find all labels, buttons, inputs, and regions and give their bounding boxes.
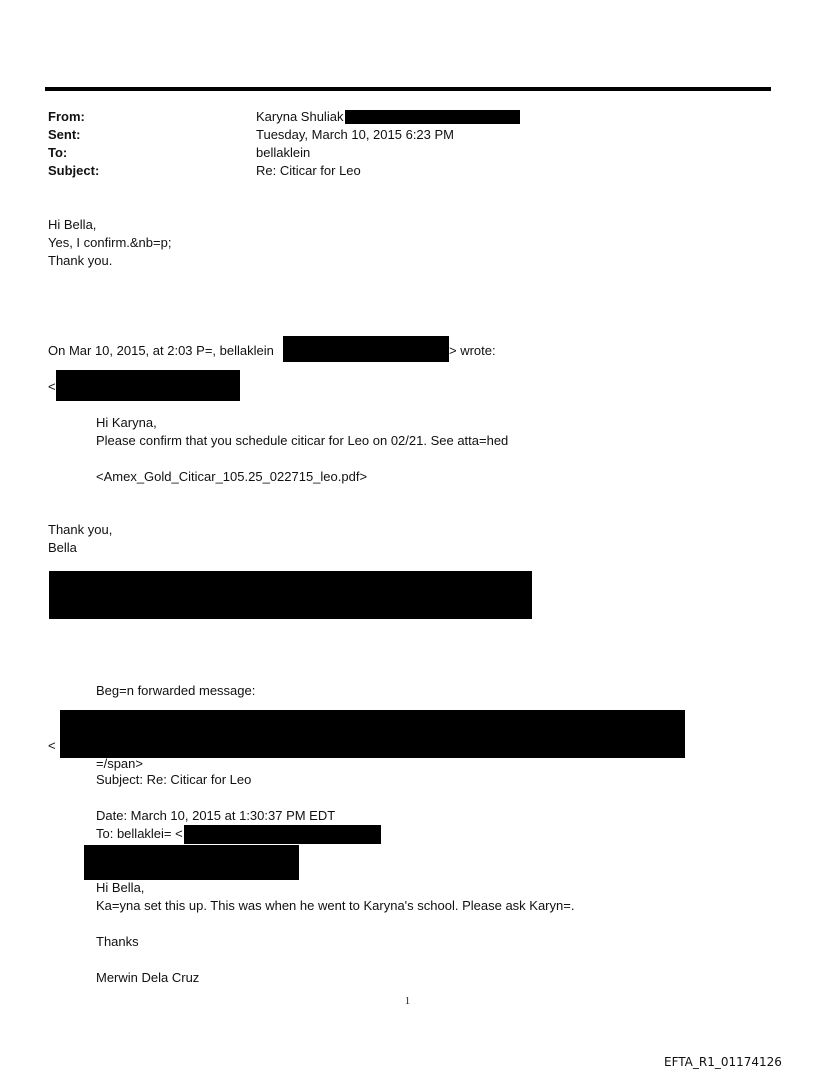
quoted-name: Bella [48,540,77,555]
forwarded-span-close: =/span> [96,756,143,771]
document-id: EFTA_R1_01174126 [664,1055,782,1069]
forwarded-signature: Merwin Dela Cruz [96,970,200,985]
redaction-quoted-address [56,370,240,401]
forwarded-heading: Beg=n forwarded message: [96,683,256,698]
from-label: From: [48,109,85,124]
redaction-forwarded-to [184,825,381,844]
redaction-signature-block [49,571,532,619]
subject-value: Re: Citicar for Leo [256,163,361,178]
quoted-greeting: Hi Karyna, [96,415,157,430]
quoted-intro-suffix: > wrote: [449,343,496,358]
quoted-thanks: Thank you, [48,522,113,537]
forwarded-thanks: Thanks [96,934,139,949]
sent-label: Sent: [48,127,81,142]
redaction-forwarded-from [60,710,685,758]
from-value: Karyna Shuliak [256,109,344,124]
forwarded-date: Date: March 10, 2015 at 1:30:37 PM EDT [96,808,336,823]
sent-value: Tuesday, March 10, 2015 6:23 PM [256,127,454,142]
reply-confirm: Yes, I confirm.&nb=p; [48,235,172,250]
header-rule [45,87,771,91]
forwarded-subject: Subject: Re: Citicar for Leo [96,772,252,787]
reply-thanks: Thank you. [48,253,113,268]
quoted-intro: On Mar 10, 2015, at 2:03 P=, bellaklein [48,343,274,358]
reply-greeting: Hi Bella, [48,217,97,232]
redaction-forwarded-cc [84,845,299,880]
redaction-from-email [345,110,520,124]
attachment-link[interactable]: <Amex_Gold_Citicar_105.25_022715_leo.pdf> [96,469,368,484]
to-label: To: [48,145,68,160]
to-value: bellaklein [256,145,311,160]
quoted-body: Please confirm that you schedule citicar for Leo on 02/21. See atta=hed [96,433,509,448]
forwarded-to: To: bellaklei= < [96,826,183,841]
forwarded-lt: < [48,738,56,753]
redaction-sender-email [283,336,449,362]
page-number: 1 [405,996,410,1007]
subject-label: Subject: [48,163,100,178]
forwarded-greeting: Hi Bella, [96,880,145,895]
quoted-lt: < [48,379,56,394]
forwarded-body: Ka=yna set this up. This was when he went to Karyna's school. Please ask Karyn=. [96,898,575,913]
